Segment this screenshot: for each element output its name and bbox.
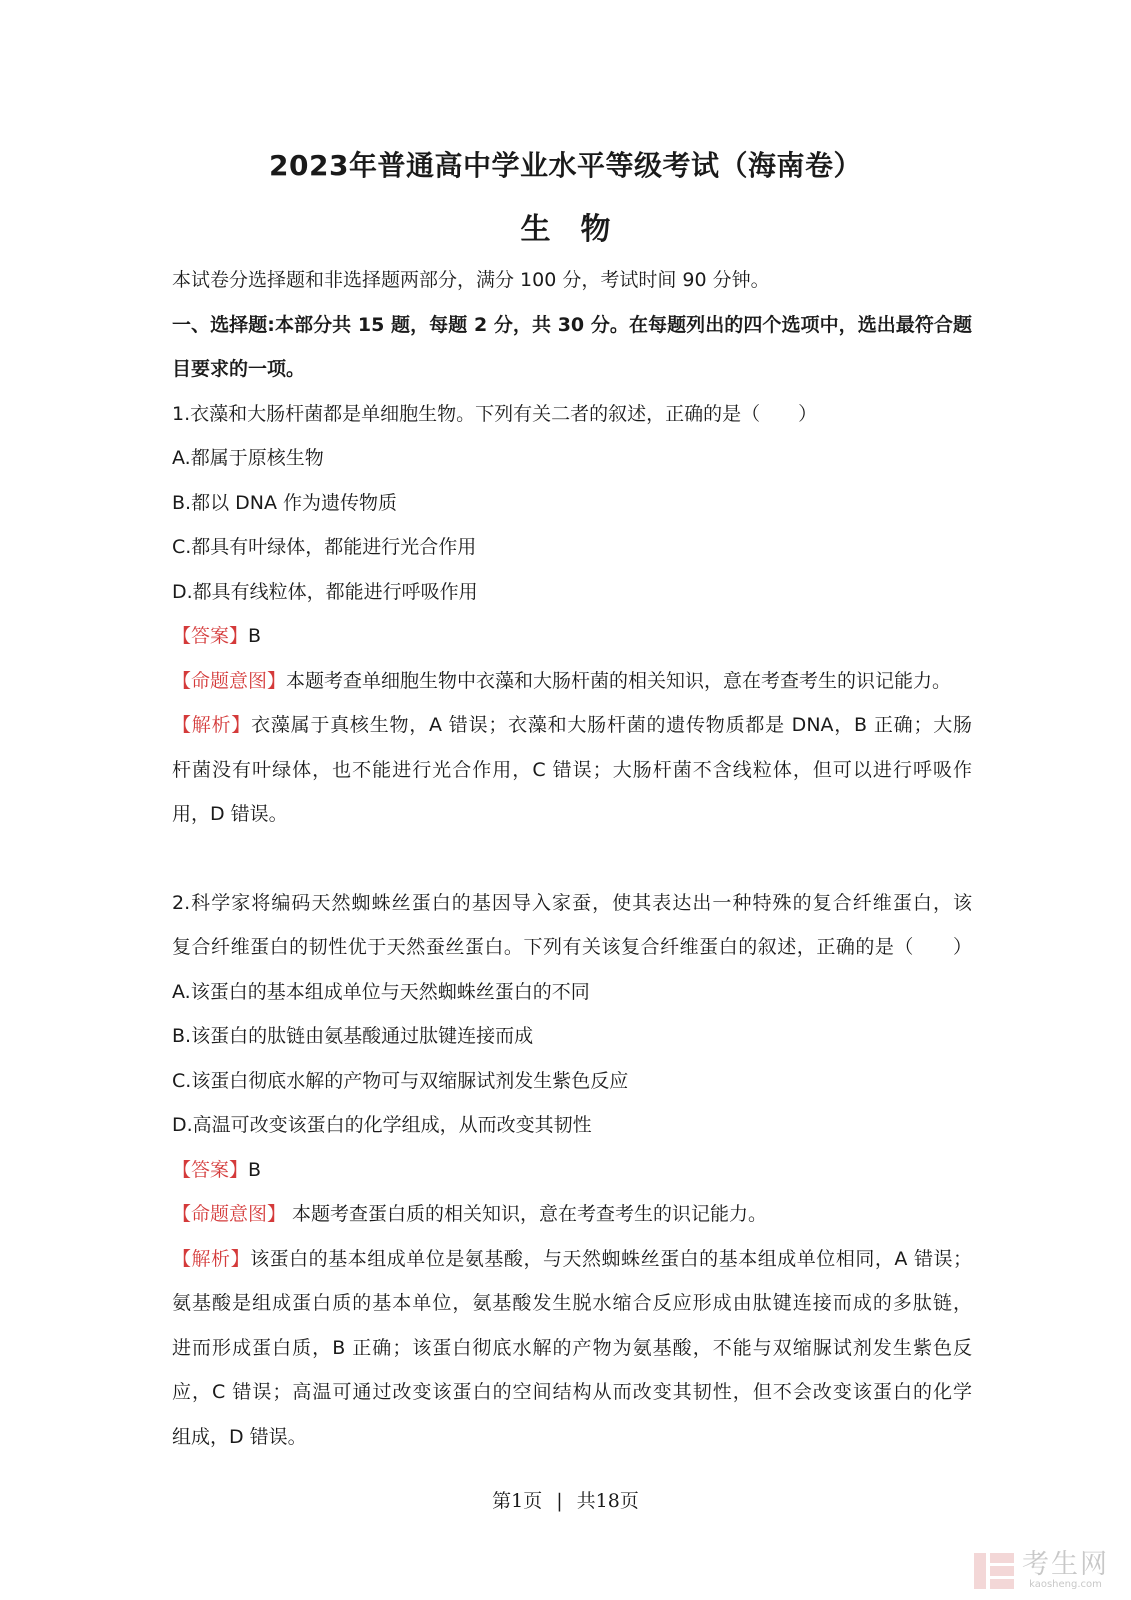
- analysis-line-1: [172, 703, 972, 748]
- answer-value: B: [248, 1158, 262, 1181]
- exam-title: 2023年普通高中学业水平等级考试（海南卷）: [269, 149, 862, 182]
- intent-tag: 【命题意图】: [172, 1203, 287, 1225]
- section-heading-line-2: 目要求的一项。: [172, 358, 306, 380]
- analysis-line-3: 用，D 错误。: [172, 803, 288, 825]
- answer-tag: 【答案】: [172, 625, 249, 647]
- intent-line: [172, 659, 972, 704]
- page-footer: [0, 1486, 1131, 1513]
- question-stem-line-2: 复合纤维蛋白的韧性优于天然蚕丝蛋白。下列有关该复合纤维蛋白的叙述，正确的是（ ）: [172, 936, 972, 958]
- answer-line: [172, 614, 972, 659]
- intent-text: 本题考查单细胞生物中衣藻和大肠杆菌的相关知识，意在考查考生的识记能力。: [286, 669, 952, 692]
- answer-tag: 【答案】: [172, 1158, 249, 1181]
- page-number: 第1页: [492, 1490, 543, 1512]
- question-2: [172, 881, 972, 1460]
- analysis-line-3: 进而形成蛋白质，B 正确；该蛋白彻底水解的产物为氨基酸，不能与双缩脲试剂发生紫色反: [172, 1336, 972, 1359]
- footer-separator: |: [556, 1490, 563, 1512]
- question-stem: 1.衣藻和大肠杆菌都是单细胞生物。下列有关二者的叙述，正确的是（ ）: [172, 402, 818, 425]
- analysis-line-2: 氨基酸是组成蛋白质的基本单位，氨基酸发生脱水缩合反应形成由肽键连接而成的多肽链，: [172, 1292, 972, 1314]
- analysis-line-5: 组成，D 错误。: [172, 1425, 307, 1448]
- analysis-tag: 【解析】: [172, 1247, 251, 1270]
- intent-text: 本题考查蛋白质的相关知识，意在考查考生的识记能力。: [286, 1203, 768, 1225]
- spacer: [172, 837, 972, 881]
- option-b: B.该蛋白的肽链由氨基酸通过肽键连接而成: [172, 1025, 534, 1047]
- analysis-line-4: 应，C 错误；高温可通过改变该蛋白的空间结构从而改变其韧性，但不会改变该蛋白的化学: [172, 1381, 972, 1403]
- page-total: 共18页: [576, 1490, 639, 1512]
- option-c: C.都具有叶绿体，都能进行光合作用: [172, 536, 477, 558]
- site-watermark: [972, 1551, 1109, 1591]
- answer-line: [172, 1148, 972, 1193]
- document-body: [172, 258, 972, 1459]
- analysis-line-1: [172, 1237, 972, 1282]
- option-a: A.都属于原核生物: [172, 447, 324, 469]
- subject-title: 生 物: [520, 212, 611, 247]
- analysis-line-2: 杆菌没有叶绿体，也不能进行光合作用，C 错误；大肠杆菌不含线粒体，但可以进行呼吸作: [172, 758, 972, 781]
- option-d: D.高温可改变该蛋白的化学组成，从而改变其韧性: [172, 1114, 592, 1136]
- section-heading-line-1: 一、选择题:本部分共 15 题，每题 2 分，共 30 分。在每题列出的四个选项中，选出最符合题: [172, 313, 972, 336]
- option-b: B.都以 DNA 作为遗传物质: [172, 491, 397, 514]
- intent-line: [172, 1192, 972, 1237]
- analysis-text: 衣藻属于真核生物，A 错误；衣藻和大肠杆菌的遗传物质都是 DNA，B 正确；大肠: [251, 714, 972, 736]
- option-a: A.该蛋白的基本组成单位与天然蜘蛛丝蛋白的不同: [172, 980, 590, 1003]
- exam-intro: 本试卷分选择题和非选择题两部分，满分 100 分，考试时间 90 分钟。: [172, 269, 770, 291]
- question-1: [172, 392, 972, 837]
- question-stem-line-1: 2.科学家将编码天然蜘蛛丝蛋白的基因导入家蚕，使其表达出一种特殊的复合纤维蛋白，该: [172, 891, 972, 914]
- watermark-site-url: kaosheng.com: [1029, 1579, 1102, 1590]
- watermark-site-name: 考生网: [1022, 1549, 1109, 1580]
- analysis-text: 该蛋白的基本组成单位是氨基酸，与天然蜘蛛丝蛋白的基本组成单位相同，A 错误；: [250, 1247, 972, 1270]
- option-d: D.都具有线粒体，都能进行呼吸作用: [172, 580, 478, 603]
- option-c: C.该蛋白彻底水解的产物可与双缩脲试剂发生紫色反应: [172, 1069, 629, 1092]
- kaosheng-logo-icon: [972, 1551, 1016, 1591]
- answer-value: B: [248, 625, 262, 647]
- analysis-tag: 【解析】: [172, 714, 252, 736]
- intent-tag: 【命题意图】: [172, 669, 287, 692]
